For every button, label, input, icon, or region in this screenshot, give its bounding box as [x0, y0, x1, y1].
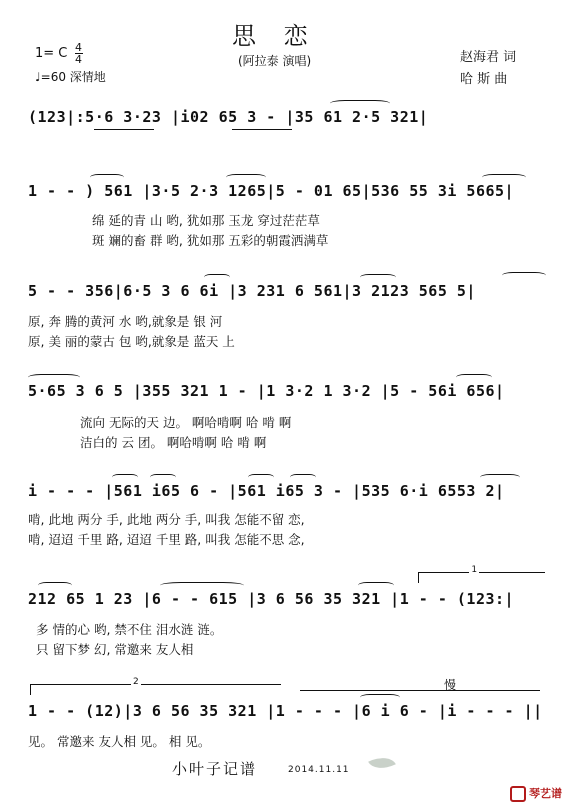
slur-mark	[160, 582, 244, 589]
time-top: 4	[75, 41, 83, 54]
beam-mark	[232, 129, 292, 130]
lyrics-row-3-verse-2: 原, 美 丽的蒙古 包 哟,就象是 蓝天 上	[28, 334, 235, 349]
slur-mark	[480, 474, 520, 481]
brand-name: 琴艺谱	[529, 787, 562, 800]
lyrics-row-7-verse-1: 见。 常邀来 友人相 见。 相 见。	[28, 734, 211, 749]
performer-line: (阿拉泰 演唱)	[238, 54, 312, 68]
first-ending-number: 1	[471, 565, 478, 575]
slur-mark	[112, 474, 138, 481]
lyrics-row-2-verse-1: 绵 延的青 山 哟, 犹如那 玉龙 穿过茫茫草	[92, 213, 320, 228]
slur-mark	[226, 174, 266, 181]
lyrics-row-5-verse-2: 啃, 迢迢 千里 路, 迢迢 千里 路, 叫我 怎能不思 念,	[28, 532, 305, 547]
slur-mark	[502, 272, 546, 279]
slur-mark	[28, 374, 80, 381]
slur-mark	[248, 474, 274, 481]
lyricist: 赵海君 词	[460, 50, 517, 65]
tempo-line	[300, 690, 540, 691]
song-title: 思 恋	[232, 22, 318, 50]
transcriber-signature: 小叶子记谱	[172, 760, 258, 778]
notation-row-3: 5 - - 356|6·5 3 6 6i |3 231 6 561|3 2123 565 5|	[28, 282, 476, 300]
notation-row-2: 1 - - ) 561 |3·5 2·3 1265|5 - 01 65|536 55 3i 5665|	[28, 182, 515, 200]
slur-mark	[456, 374, 492, 381]
key-signature	[35, 42, 83, 65]
slur-mark	[360, 274, 396, 281]
slur-mark	[482, 174, 526, 181]
lyrics-row-6-verse-2: 只 留下梦 幻, 常邀来 友人相	[36, 642, 194, 657]
lyrics-row-2-verse-2: 斑 斓的畜 群 哟, 犹如那 五彩的朝霞洒满草	[92, 233, 329, 248]
slur-mark	[90, 174, 124, 181]
lyrics-row-4-verse-2: 洁白的 云 团。 啊哈啃啊 哈 啃 啊	[80, 435, 267, 450]
lyrics-row-5-verse-1: 啃, 此地 两分 手, 此地 两分 手, 叫我 怎能不留 恋,	[28, 512, 305, 527]
transcription-date: 2014.11.11	[288, 765, 350, 775]
notation-row-1: (123|:5·6 3·23 |i02 65 3 - |35 61 2·5 321|	[28, 108, 429, 126]
slur-mark	[360, 694, 400, 701]
slur-mark	[38, 582, 72, 589]
slow-marking: 慢	[444, 678, 457, 692]
slur-mark	[330, 100, 390, 107]
composer: 哈 斯 曲	[460, 72, 508, 87]
notation-row-4: 5·65 3 6 5 |355 321 1 - |1 3·2 1 3·2 |5 - 56i 656|	[28, 382, 505, 400]
second-ending-number: 2	[133, 677, 139, 687]
second-ending-bracket	[30, 677, 281, 695]
notation-row-7: 1 - - (12)|3 6 56 35 321 |1 - - - |6 i 6 - |i - - - ||	[28, 702, 543, 720]
key-label: 1= C	[35, 46, 68, 61]
beam-mark	[94, 129, 154, 130]
slur-mark	[290, 474, 316, 481]
tempo-marking: ♩=60 深情地	[35, 70, 106, 84]
slur-mark	[150, 474, 176, 481]
slur-mark	[204, 274, 230, 281]
first-ending-bracket	[418, 565, 545, 583]
notation-row-5: i - - - |561 i65 6 - |561 i65 3 - |535 6·i 6553 2|	[28, 482, 505, 500]
lyrics-row-3-verse-1: 原, 奔 腾的黄河 水 哟,就象是 银 河	[28, 314, 223, 329]
slur-mark	[358, 582, 394, 589]
brand-watermark[interactable]	[510, 785, 562, 802]
lyrics-row-6-verse-1: 多 情的心 哟, 禁不住 泪水涟 涟。	[36, 622, 223, 637]
notation-row-6: 212 65 1 23 |6 - - 615 |3 6 56 35 321 |1 - - (123:|	[28, 590, 515, 608]
time-signature	[75, 42, 83, 65]
brand-logo-icon	[510, 786, 526, 802]
leaf-icon	[368, 752, 396, 775]
time-bottom: 4	[75, 53, 83, 66]
lyrics-row-4-verse-1: 流向 无际的天 边。 啊哈啃啊 哈 啃 啊	[80, 415, 292, 430]
